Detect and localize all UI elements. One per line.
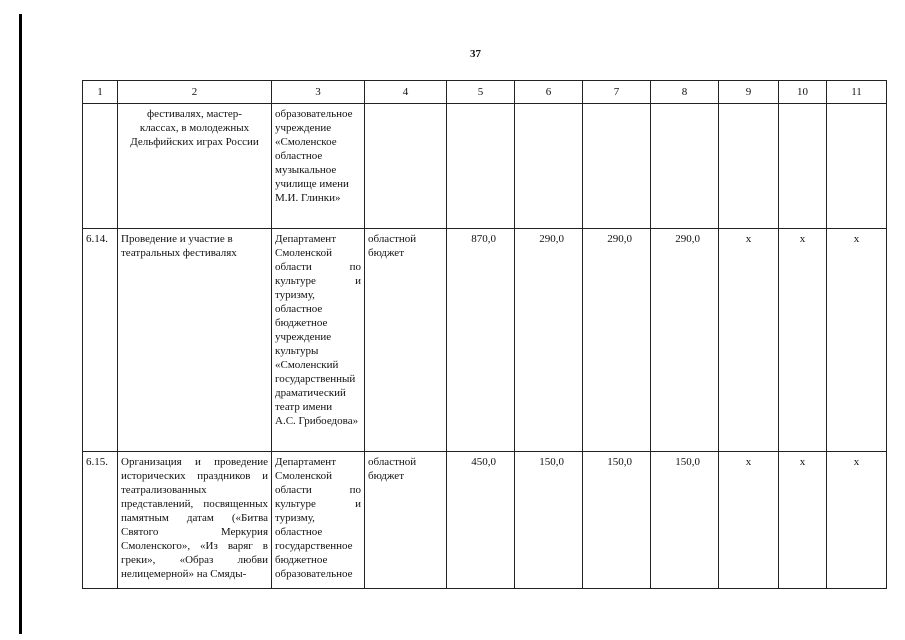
year-1-amount: 290,0 — [515, 229, 583, 452]
col-header-8: 8 — [651, 81, 719, 104]
col-header-11: 11 — [827, 81, 887, 104]
row-number: 6.15. — [83, 452, 118, 589]
executor: Департамент Смоленской области по культуре и туризму, областное бюджетное учреждение культуры «Смоленский государственный драматический театр имени А.С. Грибоедова» — [272, 229, 365, 452]
executor: Департамент Смоленской области по культуре и туризму, областное государственное бюджетное образовательное — [272, 452, 365, 589]
funding-source: областной бюджет — [365, 229, 447, 452]
col-header-5: 5 — [447, 81, 515, 104]
col-11-value: x — [827, 229, 887, 452]
col-11-value — [827, 104, 887, 229]
table-row — [83, 452, 887, 589]
total-amount: 870,0 — [447, 229, 515, 452]
event-name: Организация и проведение исторических праздников и театрализованных представлений, посвященных памятным датам («Битва Святого Меркурия Смоленского», «Из варяг в греки», «Образ любви нелицемерной» на Смяды- — [118, 452, 272, 589]
col-10-value — [779, 104, 827, 229]
year-3-amount — [651, 104, 719, 229]
year-2-amount — [583, 104, 651, 229]
col-header-6: 6 — [515, 81, 583, 104]
year-2-amount: 290,0 — [583, 229, 651, 452]
col-header-3: 3 — [272, 81, 365, 104]
funding-source — [365, 104, 447, 229]
col-9-value: x — [719, 452, 779, 589]
col-9-value: x — [719, 229, 779, 452]
col-11-value: x — [827, 452, 887, 589]
column-number-row — [83, 81, 887, 104]
total-amount: 450,0 — [447, 452, 515, 589]
binding-margin-line — [19, 14, 22, 634]
row-number: 6.14. — [83, 229, 118, 452]
table-row — [83, 104, 887, 229]
row-number — [83, 104, 118, 229]
year-3-amount: 290,0 — [651, 229, 719, 452]
year-3-amount: 150,0 — [651, 452, 719, 589]
col-10-value: x — [779, 229, 827, 452]
table-row — [83, 229, 887, 452]
event-name: фестивалях, мастер- классах, в молодежных Дельфийских играх России — [118, 104, 272, 229]
year-2-amount: 150,0 — [583, 452, 651, 589]
event-name: Проведение и участие в театральных фестивалях — [118, 229, 272, 452]
col-header-9: 9 — [719, 81, 779, 104]
col-header-1: 1 — [83, 81, 118, 104]
col-header-10: 10 — [779, 81, 827, 104]
col-header-2: 2 — [118, 81, 272, 104]
executor: образовательное учреждение «Смоленское областное музыкальное училище имени М.И. Глинки» — [272, 104, 365, 229]
total-amount — [447, 104, 515, 229]
col-10-value: x — [779, 452, 827, 589]
col-header-7: 7 — [583, 81, 651, 104]
page-number: 37 — [470, 48, 481, 60]
funding-source: областной бюджет — [365, 452, 447, 589]
year-1-amount — [515, 104, 583, 229]
program-table — [82, 80, 887, 589]
year-1-amount: 150,0 — [515, 452, 583, 589]
col-header-4: 4 — [365, 81, 447, 104]
col-9-value — [719, 104, 779, 229]
